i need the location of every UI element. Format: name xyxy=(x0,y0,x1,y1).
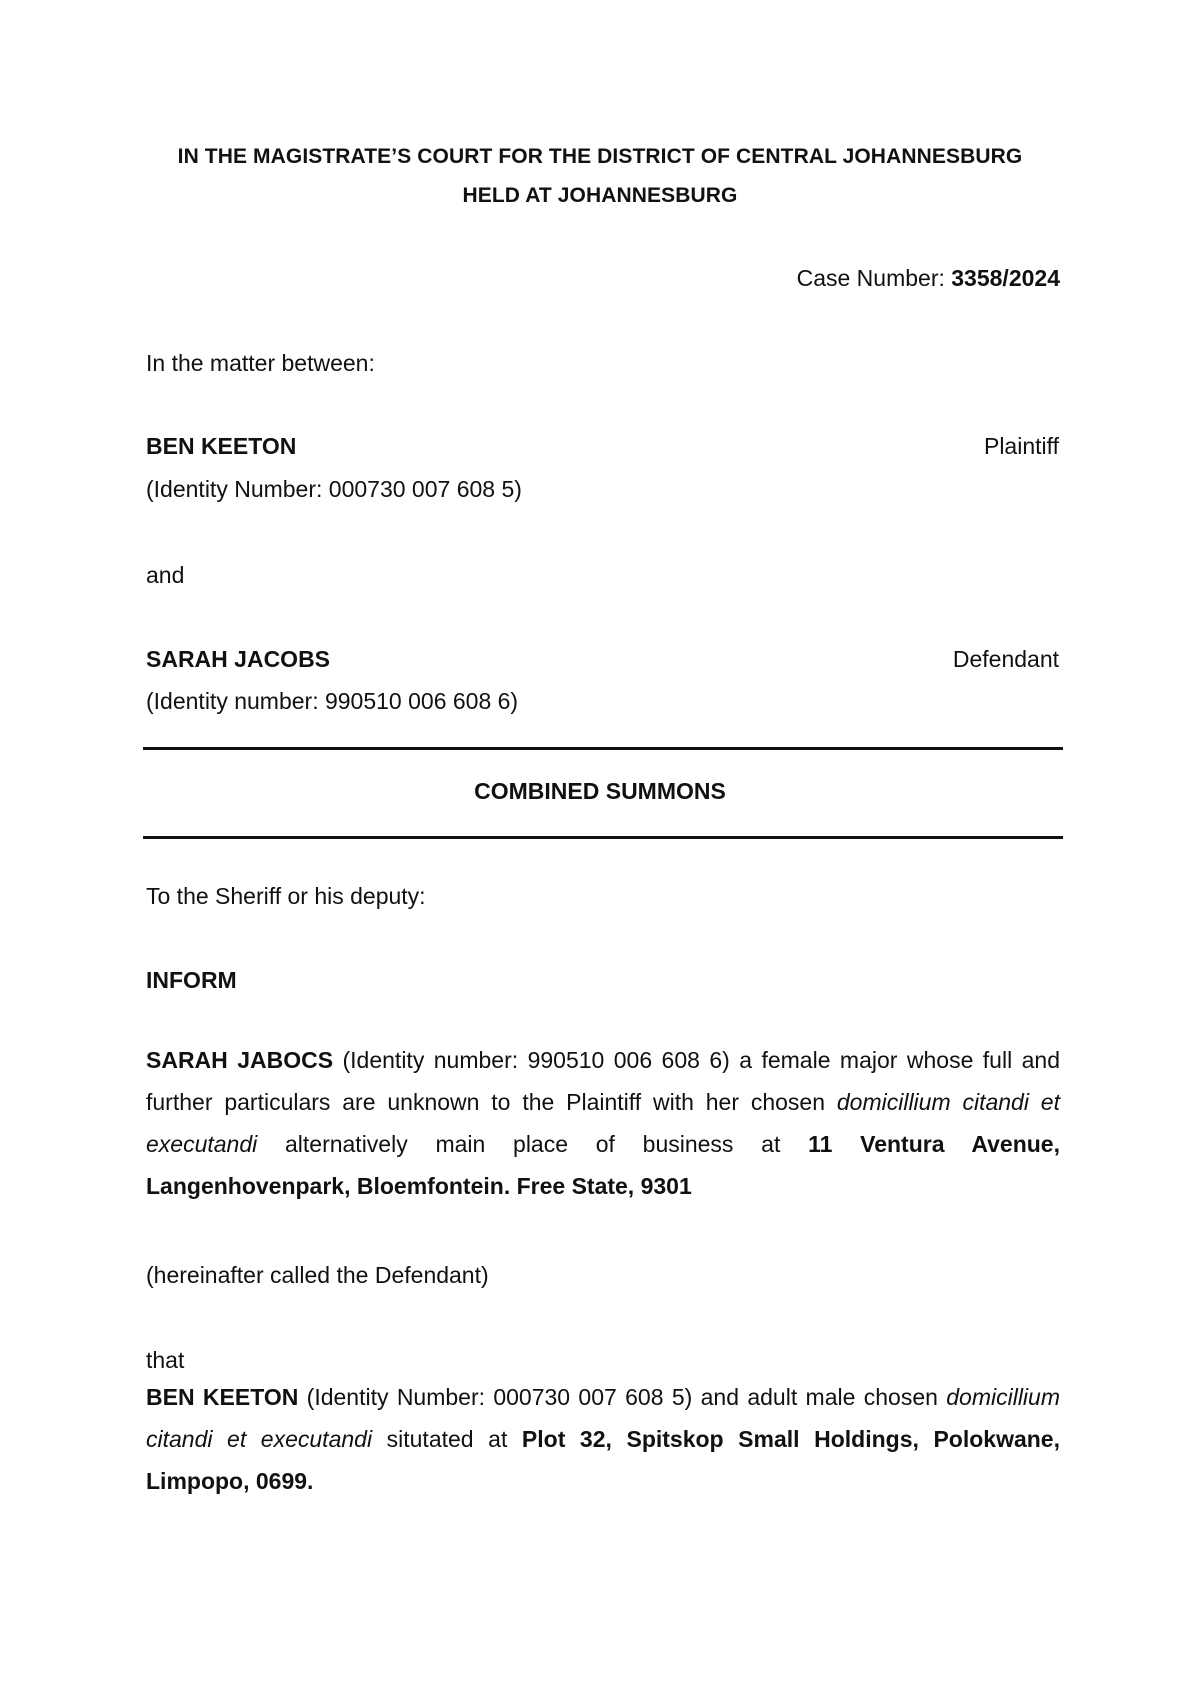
defendant-para-latin: domicillium citandi et executandi xyxy=(146,1089,1060,1157)
matter-between: In the matter between: xyxy=(146,350,375,376)
plaintiff-para-text-2: situtated at xyxy=(372,1426,522,1452)
plaintiff-para-text-1: (Identity Number: 000730 007 608 5) and adult male chosen xyxy=(298,1384,947,1410)
defendant-para-text-1: (Identity number: 990510 006 608 6) a female major whose full and further particulars are unknown to the Plaintiff with her chosen xyxy=(146,1047,1060,1115)
plaintiff-id: (Identity Number: 000730 007 608 5) xyxy=(146,476,522,502)
court-heading-line-1: IN THE MAGISTRATE’S COURT FOR THE DISTRICT OF CENTRAL JOHANNESBURG xyxy=(177,145,1023,168)
case-number xyxy=(797,265,1060,292)
that-text: that xyxy=(146,1347,185,1373)
defendant-para-address: 11 Ventura Avenue, Langenhovenpark, Bloemfontein. Free State, 9301 xyxy=(146,1131,1060,1199)
document-title: COMBINED SUMMONS xyxy=(474,778,726,804)
to-sheriff: To the Sheriff or his deputy: xyxy=(146,883,426,909)
defendant-name: SARAH JACOBS xyxy=(146,646,331,672)
and-text: and xyxy=(146,562,185,588)
case-number-value: 3358/2024 xyxy=(951,265,1060,291)
plaintiff-role: Plaintiff xyxy=(983,433,1059,459)
defendant-para-text-2: alternatively main place of business at xyxy=(257,1131,809,1157)
inform-heading: INFORM xyxy=(146,967,237,993)
court-heading-line-2: HELD AT JOHANNESBURG xyxy=(462,184,738,207)
defendant-id: (Identity number: 990510 006 608 6) xyxy=(146,688,519,714)
defendant-role: Defendant xyxy=(952,646,1059,672)
plaintiff-para-latin: domicillium citandi et executandi xyxy=(146,1384,1060,1452)
plaintiff-para-address: Plot 32, Spitskop Small Holdings, Polokwane, Limpopo, 0699. xyxy=(146,1426,1060,1494)
case-number-label: Case Number: xyxy=(796,265,952,291)
bottom-divider xyxy=(143,836,1063,839)
plaintiff-paragraph xyxy=(146,1376,1060,1502)
plaintiff-name: BEN KEETON xyxy=(146,433,297,459)
hereinafter-text: (hereinafter called the Defendant) xyxy=(146,1262,489,1288)
defendant-paragraph xyxy=(146,1039,1060,1207)
top-divider xyxy=(143,747,1063,750)
defendant-para-name: SARAH JABOCS xyxy=(146,1047,334,1073)
plaintiff-para-name: BEN KEETON xyxy=(146,1384,299,1410)
